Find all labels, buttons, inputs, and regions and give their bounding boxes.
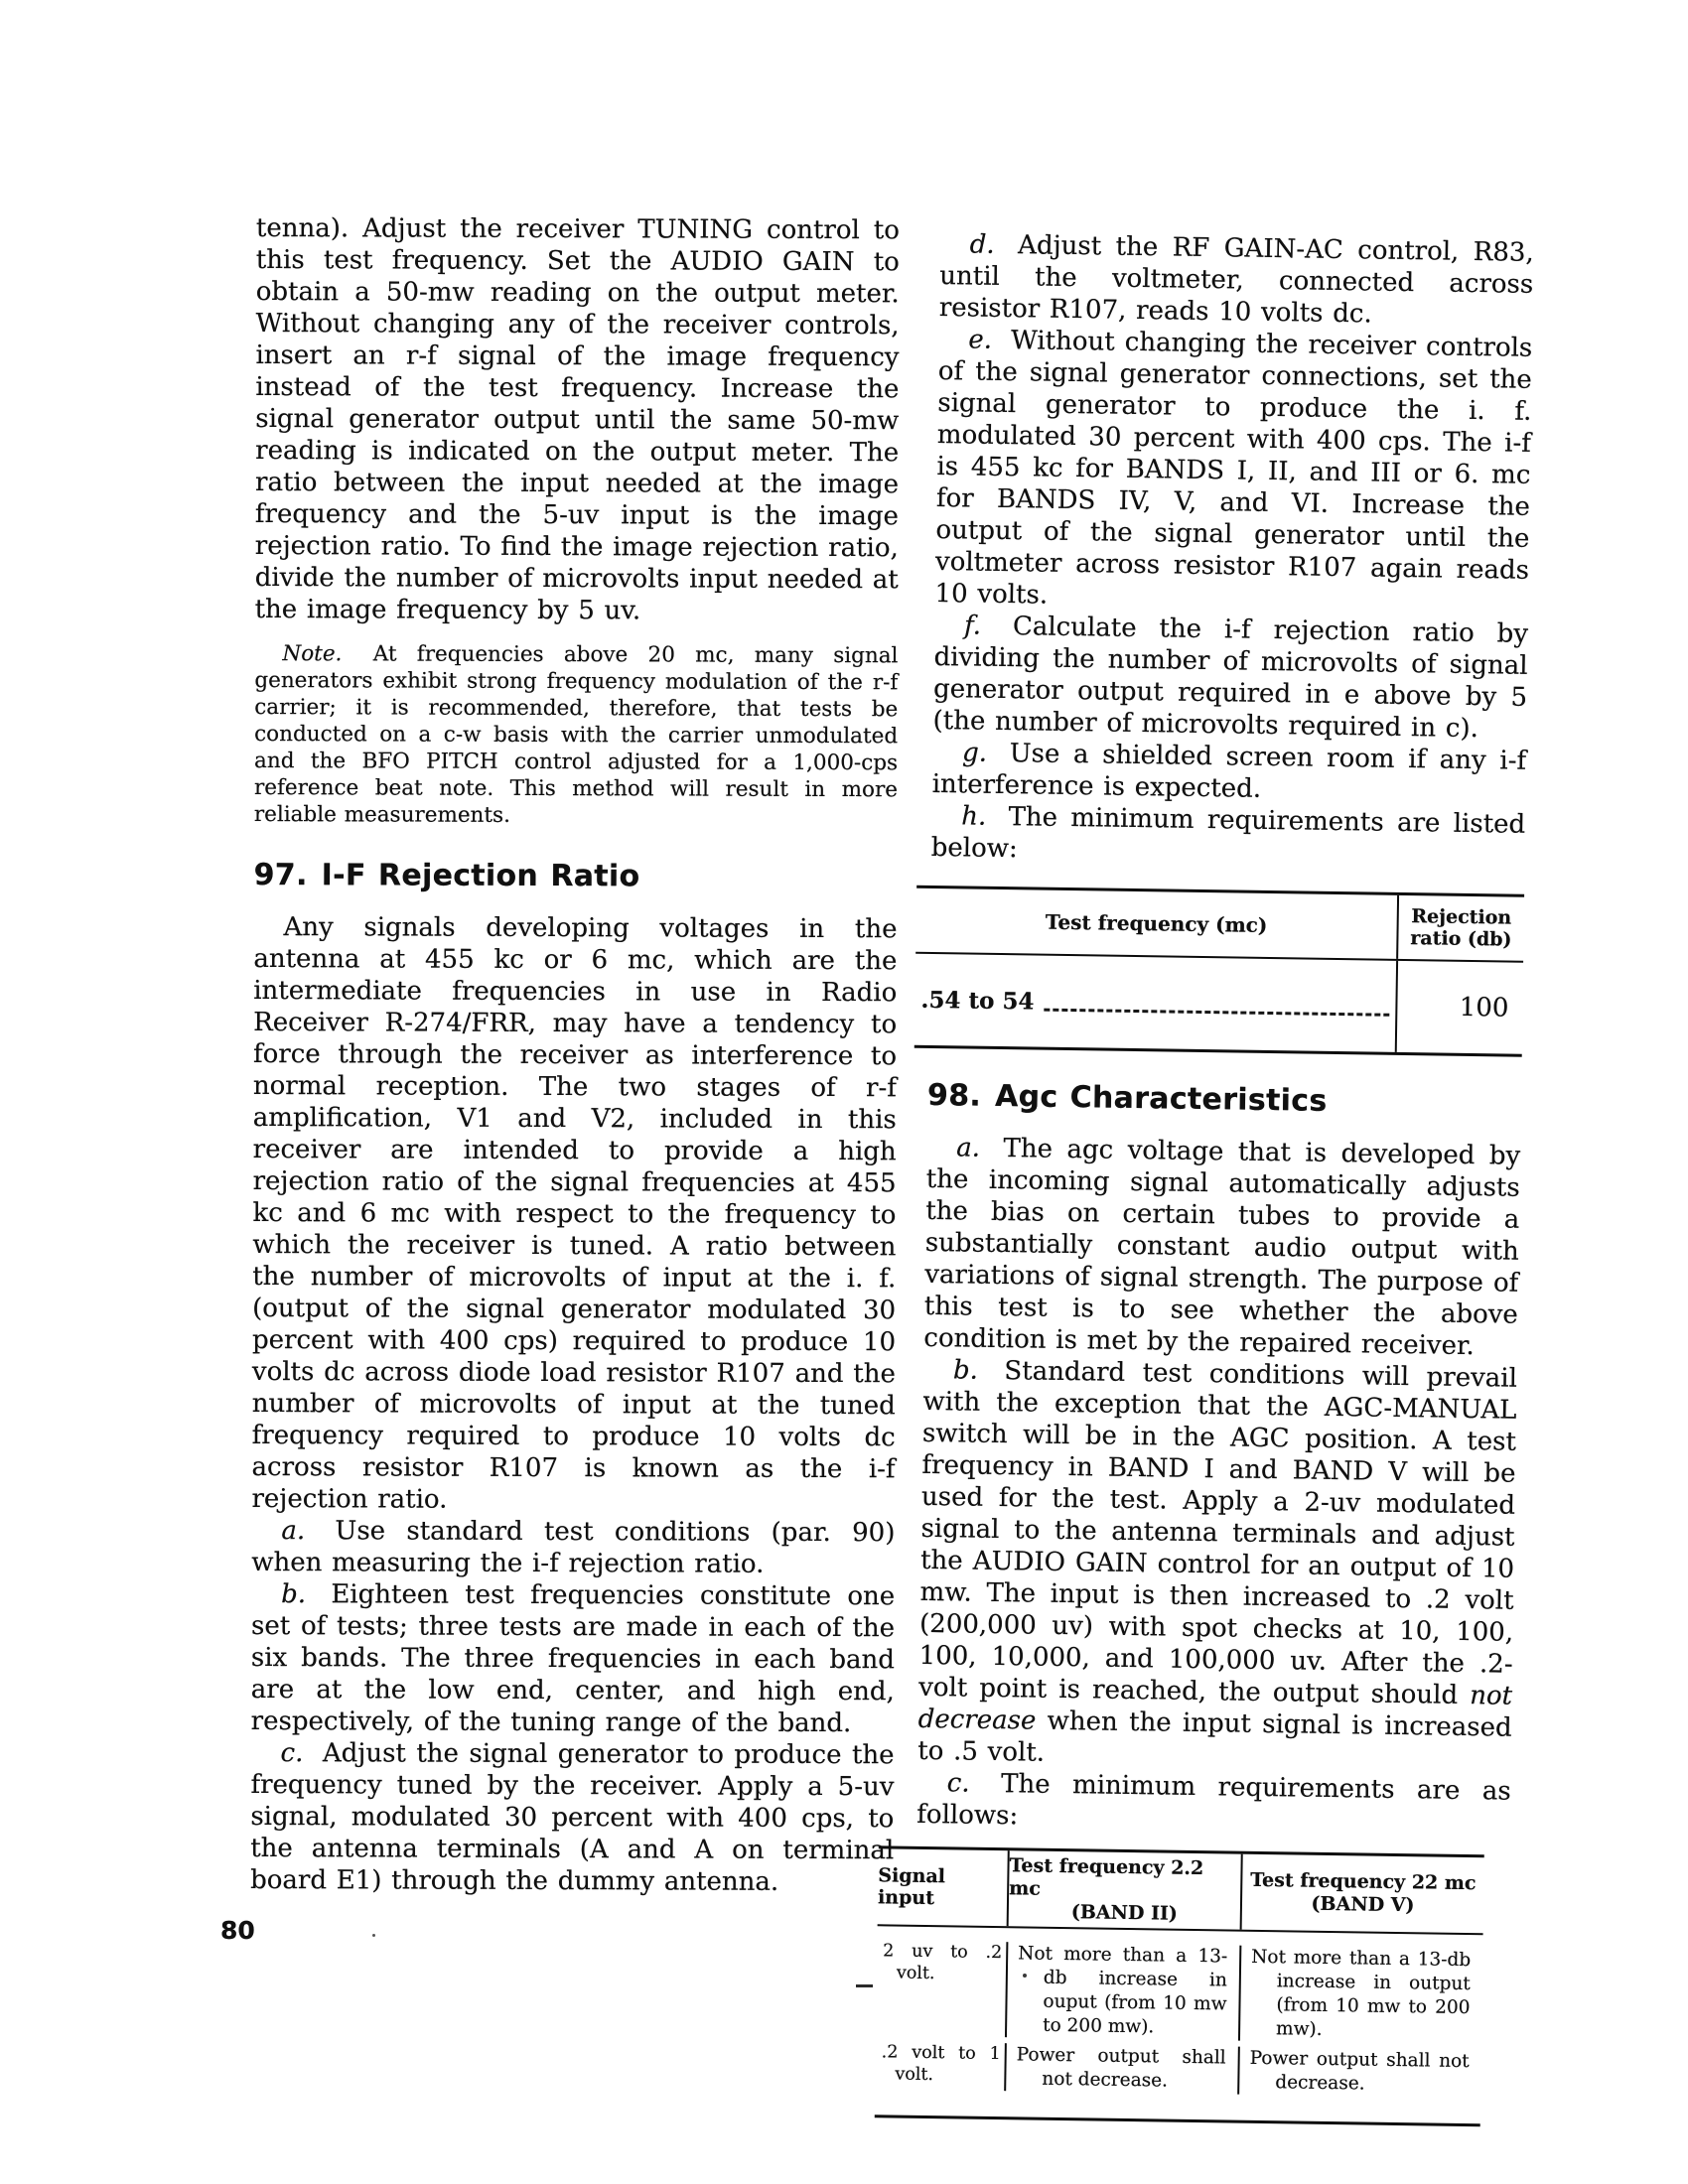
- paragraph-98c: [916, 1767, 1511, 1840]
- header-signal-input-label: Signal input: [877, 1864, 946, 1910]
- paragraph-97g-text: Use a shielded screen room if any i-f interference is expected.: [931, 739, 1527, 804]
- header-band2-line2: (BAND II): [1070, 1900, 1179, 1925]
- table-row: [875, 2041, 1481, 2098]
- left-column: [250, 212, 900, 1898]
- section-97-intro-text: Any signals developing voltages in the antenna at 455 kc or 6 mc, which are the intermediate frequencies in use in Radio Receiver R-274/FRR, may have a tendency to force through the receiver as interference to normal reception. The two stages of r-f amplification, V1 and V2, included in this receiver are intended to provide a high rejection ratio of the signal frequencies at 455 kc and 6 mc with respect to the frequency to which the receiver is tuned. A ratio between the number of microvolts of input at the i. f. (output of the signal generator modulated 30 percent with 400 cps) required to produce 10 volts dc across diode load resistor R107 and the number of microvolts of input at the tuned frequency required to produce 10 volts dc across resistor R107 is known as the i-f rejection ratio.: [251, 912, 898, 1515]
- paragraph-97c: [250, 1737, 895, 1898]
- paragraph-97f-label: f.: [963, 611, 982, 641]
- continuation-paragraph-text: tenna). Adjust the receiver TUNING control to this test frequency. Set the AUDIO GAIN to obtain a 50-mw reading on the output meter. Without changing any of the receiver controls, insert an r-f signal of the image frequency instead of the test frequency. Increase the signal generator output until the same 50-mw reading is indicated on the output meter. The ratio between the input needed at the image frequency and the 5-uv input is the image rejection ratio. To find the image rejection ratio, divide the number of microvolts input needed at the image frequency by 5 uv.: [254, 213, 900, 626]
- paragraph-97d: [939, 228, 1534, 333]
- scan-artifact-dot: [372, 1934, 375, 1937]
- section-97-number: 97.: [253, 857, 308, 893]
- paragraph-97d-text: Adjust the RF GAIN-AC control, R83, until the voltmeter, connected across resistor R107, reads 10 volts dc.: [938, 230, 1534, 330]
- cell-band5: Not more than a 13-db increase in output (from 10 mw to 200 mw).: [1238, 1946, 1482, 2045]
- paragraph-98b: [917, 1354, 1517, 1776]
- cell-band2: Power output shall not decrease.: [1004, 2043, 1238, 2094]
- header-test-frequency-label: Test frequency (mc): [1045, 909, 1268, 937]
- section-97-intro: [251, 911, 897, 1517]
- paragraph-97f-text: Calculate the i-f rejection ratio by dividing the number of microvolts of signal generator output required in e above by 5 (the number of microvolts required in c).: [932, 612, 1529, 745]
- agc-table-header: [878, 1848, 1484, 1935]
- agc-table: [875, 1845, 1484, 2126]
- paragraph-98b-text-before: Standard test conditions will prevail with the exception that the AGC-MANUAL switch will be in the AGC position. A test frequency in BAND I and BAND V will be used for the test. Apply a 2-uv modulated signal to the antenna terminals and adjust the AUDIO GAIN control for an output of 10 mw. The input is then increased to .2 volt (200,000 uv) with spot checks at 10, 100, 100, 10,000, and 100,000 uv. After the .2-volt point is reached, the output should: [917, 1356, 1518, 1710]
- section-97-heading: [253, 857, 898, 894]
- scan-artifact-dash: [856, 1984, 873, 1987]
- if-rejection-table-row: [914, 954, 1523, 1054]
- header-band5-line1: Test frequency 22 mc: [1250, 1868, 1477, 1895]
- if-rejection-table-header: [915, 888, 1524, 963]
- paragraph-97e: [934, 324, 1532, 618]
- header-band5: [1240, 1854, 1484, 1934]
- paragraph-97b-label: b.: [281, 1579, 307, 1610]
- agc-table-body: [875, 1926, 1483, 2123]
- paragraph-98b-label: b.: [952, 1355, 979, 1386]
- header-signal-input: [878, 1848, 1008, 1926]
- paragraph-97f: [932, 610, 1528, 746]
- section-98-title: Agc Characteristics: [994, 1078, 1328, 1119]
- paragraph-97b-text: Eighteen test frequencies constitute one set of tests; three tests are made in each of the six bands. The three frequencies in each band are at the low end, center, and high end, respectively, of the tuning range of the band.: [250, 1579, 896, 1739]
- right-column: [877, 228, 1534, 2127]
- section-98-heading: [926, 1077, 1521, 1121]
- table-row: [876, 1940, 1482, 2044]
- paragraph-98a-text: The agc voltage that is developed by the incoming signal automatically adjusts the bias on certain tubes to provide a substantially constant audio output with variations of signal strength. The purpose of this test is to see whether the above condition is met by the repaired receiver.: [923, 1134, 1521, 1362]
- dot-leader: [1044, 1008, 1389, 1016]
- cell-band2: Not more than a 13-db increase in ouput (from 10 mw to 200 mw).: [1005, 1942, 1239, 2040]
- page-number: 80: [220, 1916, 255, 1945]
- paragraph-97a-text: Use standard test conditions (par. 90) when measuring the i-f rejection ratio.: [251, 1516, 896, 1579]
- paragraph-98c-label: c.: [946, 1768, 970, 1799]
- header-rejection-ratio: [1396, 895, 1524, 961]
- note-paragraph: [254, 640, 899, 830]
- paragraph-97c-label: c.: [280, 1738, 304, 1769]
- note-text: At frequencies above 20 mc, many signal generators exhibit strong frequency modulation of the r-f carrier; it is recommended, therefore, that tests be conducted on a c-w basis with the carrier unmodulated and the BFO PITCH control adjusted for a 1,000-cps reference beat note. This method will result in more reliable measurements.: [253, 641, 899, 828]
- paragraph-97a-label: a.: [281, 1516, 306, 1547]
- cell-test-frequency: [914, 954, 1396, 1052]
- paragraph-98b-emphasis: not decrease: [917, 1681, 1513, 1736]
- note-label: Note.: [282, 641, 343, 667]
- header-test-frequency: [915, 888, 1397, 959]
- paragraph-98c-text: The minimum requirements are as follows:: [916, 1769, 1511, 1832]
- cell-signal-input: .2 volt to 1 volt.: [881, 2042, 1001, 2086]
- header-band2: [1007, 1850, 1241, 1929]
- section-97-title: I-F Rejection Ratio: [321, 858, 640, 894]
- paragraph-97g-label: g.: [961, 738, 988, 768]
- section-98-number: 98.: [926, 1077, 982, 1114]
- paragraph-97a: [251, 1515, 895, 1580]
- header-band2-line1: Test frequency 2.2 mc: [1009, 1853, 1204, 1900]
- paragraph-98a: [923, 1132, 1520, 1363]
- header-rejection-ratio-line2: ratio (db): [1410, 927, 1512, 951]
- cell-signal-input: 2 uv to .2 volt.: [883, 1941, 1003, 1984]
- header-band5-line2: (BAND V): [1311, 1892, 1415, 1917]
- paragraph-97e-label: e.: [968, 325, 993, 355]
- paragraph-97h-label: h.: [960, 801, 987, 832]
- paragraph-97h: [931, 800, 1526, 873]
- if-rejection-table: [914, 886, 1524, 1057]
- cell-rejection-ratio-value: 100: [1459, 992, 1509, 1024]
- paragraph-98a-label: a.: [956, 1133, 981, 1163]
- continuation-paragraph: [255, 212, 900, 627]
- paragraph-98b-text-after: when the input signal is increased to .5 volt.: [917, 1706, 1512, 1768]
- cell-test-frequency-value: .54 to 54: [920, 986, 1035, 1015]
- cell-band5: Power output shall not decrease.: [1237, 2047, 1481, 2099]
- paragraph-97e-text: Without changing the receiver controls of the signal generator connections, set the signal generator to produce the i. f. modulated 30 percent with 400 cps. The i-f is 455 kc for BANDS I, II, and III or 6. mc for BANDS IV, V, and VI. Increase the output of the signal generator until the voltmeter across resistor R107 again reads 10 volts.: [934, 326, 1533, 611]
- header-rejection-ratio-line1: Rejection: [1411, 905, 1512, 929]
- cell-rejection-ratio: [1395, 961, 1523, 1054]
- scan-artifact-dot: [1023, 1974, 1027, 1978]
- paragraph-97c-text: Adjust the signal generator to produce the frequency tuned by the receiver. Apply a 5-uv signal, modulated 30 percent with 400 cps, to the antenna terminals (A and A on terminal board E1) through the dummy antenna.: [250, 1738, 895, 1897]
- paragraph-97d-label: d.: [969, 229, 995, 260]
- paragraph-97h-text: The minimum requirements are listed below:: [930, 802, 1526, 865]
- paragraph-97g: [931, 737, 1526, 809]
- paragraph-97b: [251, 1578, 896, 1739]
